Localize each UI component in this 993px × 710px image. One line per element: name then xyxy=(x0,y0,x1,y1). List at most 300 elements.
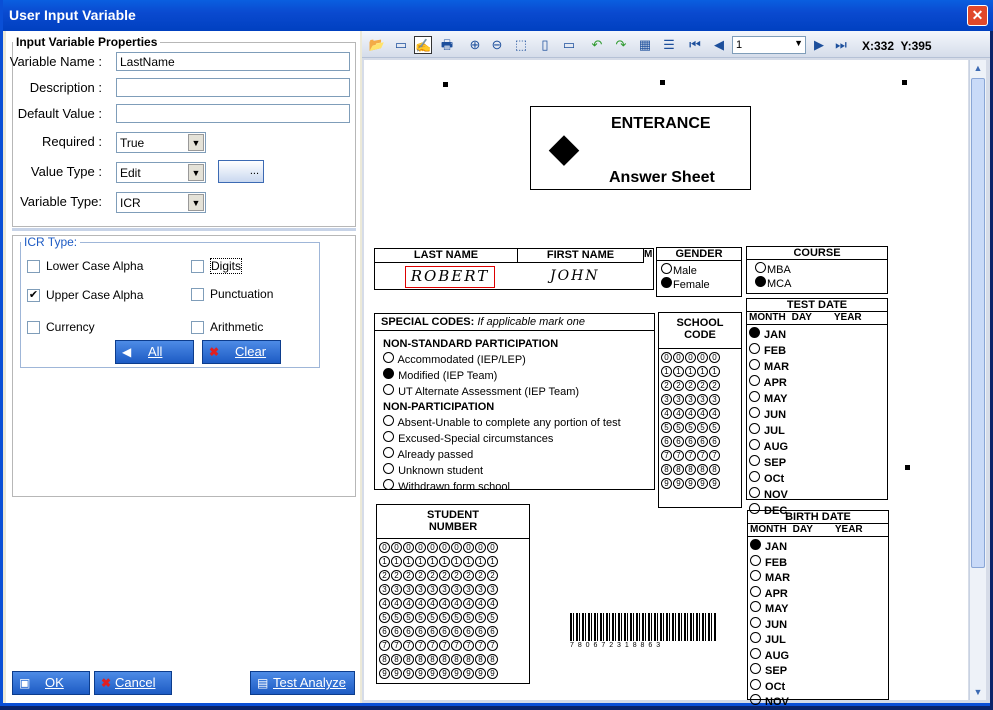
bubble: 8 xyxy=(673,464,684,475)
month-label: NOV xyxy=(761,489,788,501)
bubble: 6 xyxy=(487,626,498,637)
close-button[interactable]: ✕ xyxy=(967,5,988,26)
bubble xyxy=(750,601,761,612)
bubble: 5 xyxy=(379,612,390,623)
month-label: MAY xyxy=(762,603,789,615)
checkbox-box[interactable]: ✔ xyxy=(28,289,39,302)
description-label: Description : xyxy=(29,80,102,95)
month-label: SEP xyxy=(761,457,787,469)
bubble-filled xyxy=(383,368,394,379)
arithmetic-label: Arithmetic xyxy=(210,320,264,334)
gender-header: GENDER xyxy=(657,248,741,261)
answer-sheet-page[interactable] xyxy=(364,60,968,708)
bubble: 6 xyxy=(427,626,438,637)
bubble: 9 xyxy=(685,478,696,489)
bubble: 6 xyxy=(415,626,426,637)
bubble: 7 xyxy=(487,640,498,651)
fit-window-icon[interactable]: ⬚ xyxy=(514,37,528,52)
bubble: 3 xyxy=(427,584,438,595)
bubble: 0 xyxy=(697,352,708,363)
fit-width-icon[interactable]: ▯ xyxy=(541,37,549,52)
bubble: 2 xyxy=(709,380,720,391)
bubble: 4 xyxy=(487,598,498,609)
bubble xyxy=(750,570,761,581)
bubble: 7 xyxy=(685,450,696,461)
bubble: 9 xyxy=(475,668,486,679)
rotate-left-icon[interactable]: ↶ xyxy=(591,37,603,52)
bubble: 6 xyxy=(673,436,684,447)
bubble xyxy=(749,423,760,434)
name-box xyxy=(374,248,654,290)
test-analyze-label: Test Analyze xyxy=(273,675,346,690)
bubble xyxy=(383,431,394,442)
bubble: 6 xyxy=(709,436,720,447)
bubble: 1 xyxy=(415,556,426,567)
bubble: 7 xyxy=(379,640,390,651)
bubble: 2 xyxy=(391,570,402,581)
bubble xyxy=(749,359,760,370)
first-name-handwriting: JOHN xyxy=(550,268,600,284)
properties-panel xyxy=(6,31,360,703)
bubble: 0 xyxy=(427,542,438,553)
male-label: Male xyxy=(673,265,697,277)
bubble: 7 xyxy=(415,640,426,651)
bubble: 2 xyxy=(661,380,672,391)
bubble: 3 xyxy=(487,584,498,595)
zoom-out-icon[interactable]: ⊖ xyxy=(491,37,503,52)
scroll-down-icon[interactable]: ▼ xyxy=(973,687,983,697)
bubble: 3 xyxy=(391,584,402,595)
bubble: 1 xyxy=(391,556,402,567)
variable-name-row xyxy=(6,52,346,72)
chevron-down-icon[interactable]: ▼ xyxy=(188,134,204,151)
bubble xyxy=(661,263,672,274)
birth-date-box xyxy=(747,510,889,708)
year-header: YEAR xyxy=(833,312,862,323)
option-accommodated: Accommodated (IEP/LEP) xyxy=(397,354,526,366)
open-folder-icon[interactable]: 📂 xyxy=(368,37,386,52)
month-label: NOV xyxy=(762,696,789,708)
bubble: 5 xyxy=(475,612,486,623)
bubble xyxy=(749,455,760,466)
next-page-icon[interactable]: ▶ xyxy=(814,37,824,52)
bubble xyxy=(750,663,761,674)
icr-legend: ICR Type: xyxy=(24,235,78,249)
bubble: 1 xyxy=(475,556,486,567)
month-label: DEC xyxy=(761,505,788,517)
header-box xyxy=(530,106,751,190)
bubble xyxy=(749,487,760,498)
bubble xyxy=(749,439,760,450)
bubble: 6 xyxy=(451,626,462,637)
sheet-title: ENTERANCE xyxy=(611,115,711,132)
bubble xyxy=(383,384,394,395)
bubble: 3 xyxy=(673,394,684,405)
list-icon[interactable]: ☰ xyxy=(663,37,675,52)
clear-label: Clear xyxy=(235,344,267,359)
value-type-label: Value Type : xyxy=(30,164,102,179)
bubble: 5 xyxy=(661,422,672,433)
bubble: 2 xyxy=(379,570,390,581)
bubble: 4 xyxy=(661,408,672,419)
bubble xyxy=(383,479,394,490)
test-date-months xyxy=(749,327,789,519)
bubble: 7 xyxy=(403,640,414,651)
prev-page-icon[interactable]: ◀ xyxy=(714,37,724,52)
bubble: 0 xyxy=(451,542,462,553)
month-header: MONTH xyxy=(750,524,787,535)
month-label: JUL xyxy=(761,425,785,437)
bubble: 0 xyxy=(673,352,684,363)
print-icon[interactable]: 🖶 xyxy=(440,37,454,52)
option-withdrawn: Withdrawn form school xyxy=(398,481,510,493)
bubble: 1 xyxy=(709,366,720,377)
registration-mark xyxy=(660,80,665,85)
month-label: FEB xyxy=(761,345,787,357)
clear-button[interactable] xyxy=(202,340,281,364)
bubble: 7 xyxy=(697,450,708,461)
bubble: 8 xyxy=(451,654,462,665)
month-label: JAN xyxy=(761,329,787,341)
bubble: 3 xyxy=(697,394,708,405)
bubble xyxy=(383,415,394,426)
bubble: 0 xyxy=(487,542,498,553)
option-absent: Absent-Unable to complete any portion of test xyxy=(397,417,621,429)
bubble: 8 xyxy=(685,464,696,475)
bubble: 1 xyxy=(439,556,450,567)
bubble: 0 xyxy=(709,352,720,363)
chevron-down-icon[interactable]: ▼ xyxy=(188,194,204,211)
bubble-filled xyxy=(755,276,766,287)
image-viewer xyxy=(362,31,990,708)
first-page-icon[interactable]: ⏮ xyxy=(689,37,701,52)
bubble: 4 xyxy=(685,408,696,419)
bubble: 2 xyxy=(487,570,498,581)
checkbox-box[interactable] xyxy=(27,260,40,273)
bubble xyxy=(750,679,761,690)
birth-date-header: BIRTH DATE xyxy=(748,511,888,524)
female-label: Female xyxy=(673,279,710,291)
bubble: 1 xyxy=(427,556,438,567)
test-analyze-button[interactable] xyxy=(250,671,355,695)
bubble: 5 xyxy=(697,422,708,433)
bubble: 8 xyxy=(379,654,390,665)
bubble: 3 xyxy=(709,394,720,405)
description-row xyxy=(6,78,346,98)
month-label: APR xyxy=(762,587,788,600)
birth-date-months xyxy=(750,539,790,710)
month-label: AUG xyxy=(761,441,789,453)
bubble: 3 xyxy=(439,584,450,595)
all-label: All xyxy=(148,344,163,359)
month-label: OCt xyxy=(762,680,786,693)
variable-type-value: ICR xyxy=(120,196,141,210)
bubble: 9 xyxy=(391,668,402,679)
np-heading: NON-PARTICIPATION xyxy=(383,401,495,413)
vertical-scrollbar[interactable] xyxy=(969,60,986,700)
value-type-browse-button[interactable] xyxy=(218,160,264,183)
bubble: 5 xyxy=(709,422,720,433)
last-name-header: LAST NAME xyxy=(375,249,518,263)
lower-case-label: Lower Case Alpha xyxy=(46,259,144,273)
bubble: 9 xyxy=(709,478,720,489)
scrollbar-thumb[interactable] xyxy=(971,78,985,568)
bubble xyxy=(749,471,760,482)
bubble: 1 xyxy=(487,556,498,567)
upper-case-checkbox[interactable] xyxy=(27,288,143,302)
variable-name-label: Variable Name : xyxy=(9,54,102,69)
school-code-box xyxy=(658,312,742,508)
bubble xyxy=(749,375,760,386)
bubble: 4 xyxy=(697,408,708,419)
checkbox-box[interactable] xyxy=(191,260,204,273)
bubble xyxy=(750,694,761,705)
bubble: 8 xyxy=(427,654,438,665)
zoom-in-icon[interactable]: ⊕ xyxy=(469,37,481,52)
last-page-icon[interactable]: ⏭ xyxy=(835,37,847,52)
bubble xyxy=(749,343,760,354)
bubble: 4 xyxy=(463,598,474,609)
bubble: 3 xyxy=(685,394,696,405)
bubble: 8 xyxy=(391,654,402,665)
bubble: 7 xyxy=(439,640,450,651)
bubble: 1 xyxy=(673,366,684,377)
bubble: 2 xyxy=(463,570,474,581)
description-input[interactable] xyxy=(116,78,350,97)
bubble: 6 xyxy=(697,436,708,447)
bubble: 3 xyxy=(403,584,414,595)
bubble xyxy=(755,262,766,273)
logo-icon: ◆ xyxy=(548,126,580,170)
day-header: DAY xyxy=(791,312,812,323)
cancel-button[interactable] xyxy=(94,671,172,695)
barcode xyxy=(570,613,716,641)
bubble: 2 xyxy=(403,570,414,581)
bubble: 1 xyxy=(697,366,708,377)
bubble xyxy=(383,447,394,458)
special-codes-box xyxy=(374,313,655,493)
bubble: 0 xyxy=(661,352,672,363)
bubble: 8 xyxy=(709,464,720,475)
all-button[interactable] xyxy=(115,340,194,364)
mca-label: MCA xyxy=(767,278,792,290)
bubble: 2 xyxy=(451,570,462,581)
arithmetic-checkbox[interactable] xyxy=(191,320,263,334)
bubble: 0 xyxy=(475,542,486,553)
bubble: 9 xyxy=(697,478,708,489)
lower-case-checkbox[interactable] xyxy=(27,259,143,273)
value-type-select[interactable] xyxy=(116,162,206,183)
fit-height-icon[interactable]: ▭ xyxy=(562,37,576,52)
page-select[interactable] xyxy=(732,36,806,54)
bubble: 1 xyxy=(451,556,462,567)
chevron-down-icon[interactable]: ▼ xyxy=(188,164,204,181)
properties-legend: Input Variable Properties xyxy=(16,35,158,49)
month-label: JAN xyxy=(762,541,788,553)
ok-icon: ▣ xyxy=(19,676,31,690)
bubble: 6 xyxy=(403,626,414,637)
checkbox-box[interactable] xyxy=(191,321,204,334)
bubble: 1 xyxy=(379,556,390,567)
variable-type-row xyxy=(6,192,346,212)
bubble: 4 xyxy=(379,598,390,609)
bubble xyxy=(383,463,394,474)
digits-checkbox[interactable] xyxy=(191,259,242,273)
test-date-header: TEST DATE xyxy=(747,299,887,312)
default-value-input[interactable] xyxy=(116,104,350,123)
currency-label: Currency xyxy=(46,320,95,334)
year-header: YEAR xyxy=(834,524,863,535)
punctuation-checkbox[interactable] xyxy=(191,287,273,301)
bubble: 9 xyxy=(427,668,438,679)
bubble: 9 xyxy=(439,668,450,679)
ok-button[interactable] xyxy=(12,671,90,695)
page-number: 1 xyxy=(736,39,743,51)
bubble: 9 xyxy=(403,668,414,679)
bubble: 4 xyxy=(451,598,462,609)
bubble: 5 xyxy=(415,612,426,623)
bubble: 2 xyxy=(673,380,684,391)
month-label: OCt xyxy=(761,473,785,485)
required-select[interactable] xyxy=(116,132,206,153)
test-analyze-icon: ▤ xyxy=(257,676,269,690)
bubble-filled xyxy=(661,277,672,288)
school-code-grid xyxy=(659,349,741,493)
bubble: 0 xyxy=(403,542,414,553)
required-row xyxy=(6,132,346,152)
window-title: User Input Variable xyxy=(9,7,136,23)
bubble: 5 xyxy=(439,612,450,623)
scroll-up-icon[interactable]: ▲ xyxy=(973,63,983,73)
bubble xyxy=(749,407,760,418)
month-label: FEB xyxy=(762,556,788,569)
bubble: 1 xyxy=(685,366,696,377)
bubble: 9 xyxy=(463,668,474,679)
bubble: 4 xyxy=(427,598,438,609)
variable-type-label: Variable Type: xyxy=(20,194,102,209)
bubble: 2 xyxy=(685,380,696,391)
registration-mark xyxy=(443,82,448,87)
option-alternate: UT Alternate Assessment (IEP Team) xyxy=(398,386,580,398)
gender-box xyxy=(656,247,742,297)
month-label: AUG xyxy=(762,649,790,662)
bubble: 5 xyxy=(451,612,462,623)
bubble: 8 xyxy=(661,464,672,475)
thumbnails-icon[interactable]: ▦ xyxy=(638,37,652,52)
cancel-label: Cancel xyxy=(115,675,156,690)
default-value-row xyxy=(6,104,346,124)
bubble: 4 xyxy=(709,408,720,419)
bubble: 8 xyxy=(463,654,474,665)
bubble: 5 xyxy=(427,612,438,623)
bubble: 9 xyxy=(451,668,462,679)
course-header: COURSE xyxy=(747,247,887,260)
first-name-header: FIRST NAME xyxy=(518,249,644,263)
bubble: 7 xyxy=(451,640,462,651)
bubble: 8 xyxy=(487,654,498,665)
variable-type-select[interactable] xyxy=(116,192,206,213)
cancel-icon: ✖ xyxy=(101,676,112,690)
bubble: 2 xyxy=(475,570,486,581)
bubble: 2 xyxy=(427,570,438,581)
month-label: MAR xyxy=(761,361,790,373)
bubble: 6 xyxy=(475,626,486,637)
bubble: 4 xyxy=(439,598,450,609)
course-box xyxy=(746,246,888,294)
bubble: 5 xyxy=(673,422,684,433)
currency-checkbox[interactable] xyxy=(27,320,95,334)
rotate-right-icon[interactable]: ↷ xyxy=(615,37,627,52)
bubble: 1 xyxy=(661,366,672,377)
mba-label: MBA xyxy=(767,264,791,276)
bubble: 8 xyxy=(697,464,708,475)
bubble: 3 xyxy=(475,584,486,595)
bubble: 3 xyxy=(451,584,462,595)
bubble: 4 xyxy=(673,408,684,419)
bubble xyxy=(383,352,394,363)
month-label: APR xyxy=(761,377,787,389)
registration-mark xyxy=(902,80,907,85)
bubble xyxy=(750,586,761,597)
bubble: 6 xyxy=(379,626,390,637)
bubble: 0 xyxy=(439,542,450,553)
chevron-down-icon[interactable]: ▼ xyxy=(794,38,803,48)
bubble: 0 xyxy=(391,542,402,553)
required-value: True xyxy=(120,136,145,150)
bubble: 3 xyxy=(463,584,474,595)
bubble: 2 xyxy=(439,570,450,581)
checkbox-box[interactable] xyxy=(27,321,40,334)
special-codes-subtitle: If applicable mark one xyxy=(477,316,585,328)
bubble: 8 xyxy=(439,654,450,665)
middle-initial-header: M xyxy=(644,249,653,260)
option-already-passed: Already passed xyxy=(397,449,474,461)
bubble: 8 xyxy=(415,654,426,665)
month-label: MAR xyxy=(762,572,791,584)
checkbox-box[interactable] xyxy=(191,288,204,301)
bubble: 9 xyxy=(415,668,426,679)
bubble: 5 xyxy=(685,422,696,433)
bubble: 5 xyxy=(391,612,402,623)
bubble: 3 xyxy=(379,584,390,595)
bubble xyxy=(749,327,760,338)
title-bar xyxy=(3,0,993,31)
month-label: MAY xyxy=(761,393,788,405)
bubble: 0 xyxy=(463,542,474,553)
value-type-row xyxy=(6,162,346,182)
bubble: 5 xyxy=(403,612,414,623)
punctuation-label: Punctuation xyxy=(210,287,274,301)
required-label: Required : xyxy=(42,134,102,149)
bubble xyxy=(750,555,761,566)
bubble xyxy=(750,648,761,659)
special-codes-title: SPECIAL CODES: xyxy=(381,316,475,328)
bubble: 4 xyxy=(391,598,402,609)
student-number-box xyxy=(376,504,530,684)
bubble: 9 xyxy=(661,478,672,489)
bubble: 2 xyxy=(697,380,708,391)
bubble xyxy=(750,617,761,628)
scan-icon[interactable]: ✍ xyxy=(415,38,432,53)
bubble xyxy=(749,391,760,402)
clear-icon: ✖ xyxy=(209,345,220,359)
select-rect-icon[interactable]: ▭ xyxy=(394,37,408,52)
variable-name-input[interactable]: LastName xyxy=(116,52,350,71)
bubble: 7 xyxy=(427,640,438,651)
bubble: 7 xyxy=(709,450,720,461)
bubble: 9 xyxy=(379,668,390,679)
last-name-handwriting[interactable]: ROBERT xyxy=(405,266,495,288)
